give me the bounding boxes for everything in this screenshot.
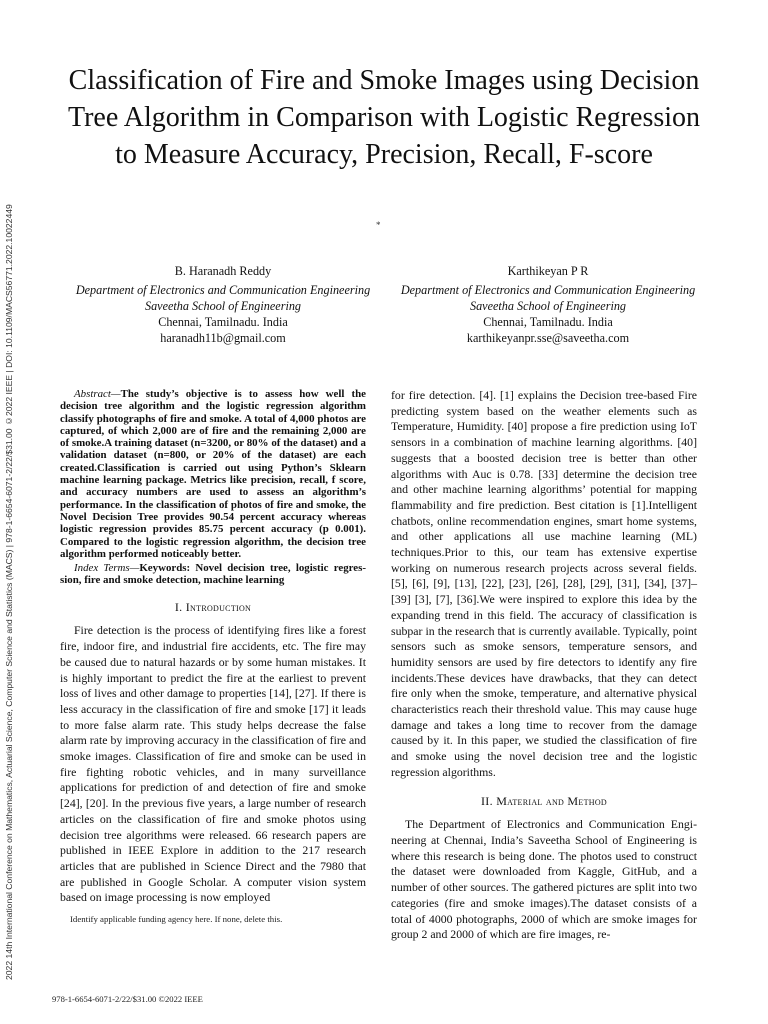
index-terms xyxy=(60,562,366,587)
author-email: haranadh11b@gmail.com xyxy=(160,331,286,345)
author-school: Saveetha School of Engineering xyxy=(144,299,302,313)
introduction-paragraph: Fire detection is the process of identifying fires like a forest fire, indoor fire, and industrial fire accidents, etc. The fire may be caused due to natural hazards or by some human mistakes. It is highly important to predict the fire at the earliest to prevent loss of lives and other damage to properties [14], [27]. If there is less accuracy in the classification of fire and smoke [17] it leads to more false alarm rate. This study helps decrease the false alarm rate by improving accuracy in the classification of fire and smoke images. Classification of fire and smoke can be used in fire fighting robotic vehicles, and in many surveillance applications for prediction of and detection of fire and smoke [24], [20]. In the previous five years, a large number of research articles on the classification of fire and smoke photos using decision tree algorithms were released. 66 research papers are published in IEEE Explore in addition to the 217 research articles that are published in Science Direct and the 7980 that are published in Google Scholar. A computer vision system based on image processing is now employed xyxy=(60,623,366,905)
author-block-2 xyxy=(383,263,713,346)
index-terms-lead: Index Terms— xyxy=(74,562,140,575)
author-block-1 xyxy=(55,263,391,346)
abstract xyxy=(60,388,366,560)
section-heading-introduction: I. Introduction xyxy=(174,599,252,614)
right-column xyxy=(391,388,697,943)
author-name: B. Haranadh Reddy xyxy=(174,264,272,278)
author-email: karthikeyanpr.sse@saveetha.com xyxy=(466,331,630,345)
title-footnote-mark: * xyxy=(376,220,381,230)
abstract-text: The study’s objective is to assess how well the decision tree algorithm and the logistic regression algorithm classify photographs of fire and smoke. A total of 4,000 photos are captured, of which 2,000 are of fire and the remaining 2,000 are of smoke.A training dataset (n=3200, or 80% of the dataset) and a validation dataset (n=800, or 20% of the dataset) are each created.Classification is carried out using Python’s Sklearn machine learning package. Metrics like precision, recall, f score, and accuracy numbers are used to assess an algorithm’s performance. In the classification of photos of fire and smoke, the Novel Decision Tree provides 90.54 percent accuracy whereas logistic regression provides 85.75 percent accuracy (p 0.001). Compared to the logistic regression algorithm, the decision tree algorithm performed noticeably better. xyxy=(60,388,366,560)
author-city: Chennai, Tamilnadu. India xyxy=(483,315,613,329)
section-heading-material-method: II. Material and Method xyxy=(481,793,607,808)
abstract-lead: Abstract— xyxy=(74,388,121,400)
method-paragraph: The Department of Electronics and Communication Engi-neering at Chennai, India’s Saveetha School of Engineering is where this research is being done. The photos used to construct the dataset were downloaded from Kaggle, GitHub, and a number of other sources. The gathered pictures are split into two categories (fire and smoke images).The dataset consists of a total of 4000 photographs, 2000 of which are smoke images for group 2 and 2000 of which are fire images, re- xyxy=(391,817,697,942)
author-city: Chennai, Tamilnadu. India xyxy=(158,315,288,329)
introduction-continued-paragraph: for fire detection. [4]. [1] explains the Decision tree-based Fire predicting system based on the weather elements such as Temperature, Humidity. [40] propose a fire prediction using IoT sensors in a combination of machine learning algorithms. [40] suggests that a boosted decision tree is better than other algorithms with Auc is 0.78. [33] determine the decision tree and other machine learning algorithms’ potential for mapping flammability and fire prediction. Best citation is [1].Intelligent chatbots, online recommendation engines, smart home systems, and other applications all use machine learning (ML) techniques.Prior to this, our team has extensive expertise working on numerous research projects across several fields. [5], [6], [9], [13], [22], [23], [26], [28], [29], [31], [34], [37]–[39] [3], [7], [36].We were inspired to explore this idea by the expanding trend in this field. The accuracy of classification is subpar in the research that is currently available. Typically, point sensors such as smoke sensors, temperature sensors, and humidity sensors are used by fire detectors to identify any fire incidents.These devices have drawbacks, that they can detect fire only when the smoke, temperature, and alternative physical characteristics reach their threshold value. This may cause huge damage and takes a long time to recover from the damage caused by it. In this paper, we studied the classification of fire and smoke using the novel decision tree and the logistic regression algorithms. xyxy=(391,388,697,779)
author-department: Department of Electronics and Communication Engineering xyxy=(400,283,696,297)
author-school: Saveetha School of Engineering xyxy=(469,299,627,313)
left-column xyxy=(60,388,366,906)
author-department: Department of Electronics and Communication Engineering xyxy=(75,283,371,297)
conference-sidebar: 2022 14th International Conference on Mathematics, Actuarial Science, Computer Science and Statistics (MACS) | 978-1-6654-6071-2/22/$31.00 ©2022 IEEE | DOI: 10.1109/MACS56771.2022.10022449 xyxy=(4,204,14,980)
index-terms-text: Keywords: Novel decision tree, logistic regres-sion, fire and smoke detection, machine learning xyxy=(60,562,366,587)
author-name: Karthikeyan P R xyxy=(507,264,589,278)
copyright-line: 978-1-6654-6071-2/22/$31.00 ©2022 IEEE xyxy=(52,994,203,1004)
funding-footnote: Identify applicable funding agency here. If none, delete this. xyxy=(70,914,283,924)
paper-title: Classification of Fire and Smoke Images using Decision Tree Algorithm in Comparison with Logistic Regression to Measure Accuracy, Precision, Recall, F-score xyxy=(67,65,701,170)
